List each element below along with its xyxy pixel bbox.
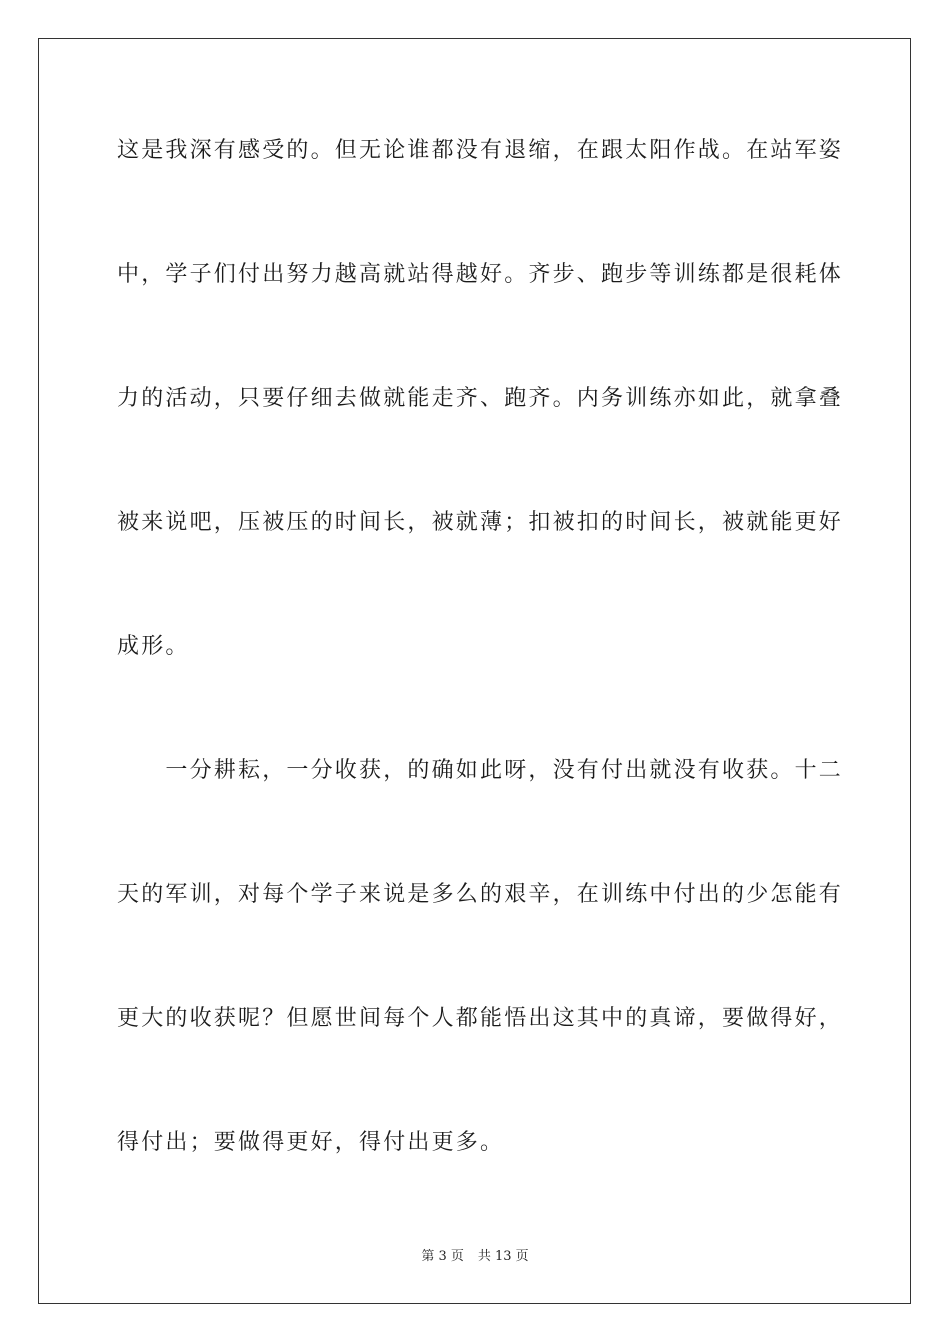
text-line: 被来说吧，压被压的时间长，被就薄；扣被扣的时间长，被就能更好 — [117, 510, 844, 535]
text-line: 一分耕耘，一分收获，的确如此呀，没有付出就没有收获。十二 — [117, 758, 844, 783]
page-total: 共 13 页 — [477, 1249, 529, 1264]
text-line: 力的活动，只要仔细去做就能走齐、跑齐。内务训练亦如此，就拿叠 — [117, 386, 844, 411]
page-number: 第 3 页 — [421, 1249, 464, 1264]
text-line: 更大的收获呢？但愿世间每个人都能悟出这其中的真谛，要做得好， — [117, 1006, 844, 1031]
text-line: 中，学子们付出努力越高就站得越好。齐步、跑步等训练都是很耗体 — [117, 262, 844, 287]
text-line: 成形。 — [117, 634, 190, 659]
page-footer — [0, 1248, 950, 1266]
page-border — [38, 38, 911, 1304]
text-line: 得付出；要做得更好，得付出更多。 — [117, 1130, 505, 1155]
text-line: 天的军训，对每个学子来说是多么的艰辛，在训练中付出的少怎能有 — [117, 882, 844, 907]
text-line: 这是我深有感受的。但无论谁都没有退缩，在跟太阳作战。在站军姿 — [117, 138, 844, 163]
